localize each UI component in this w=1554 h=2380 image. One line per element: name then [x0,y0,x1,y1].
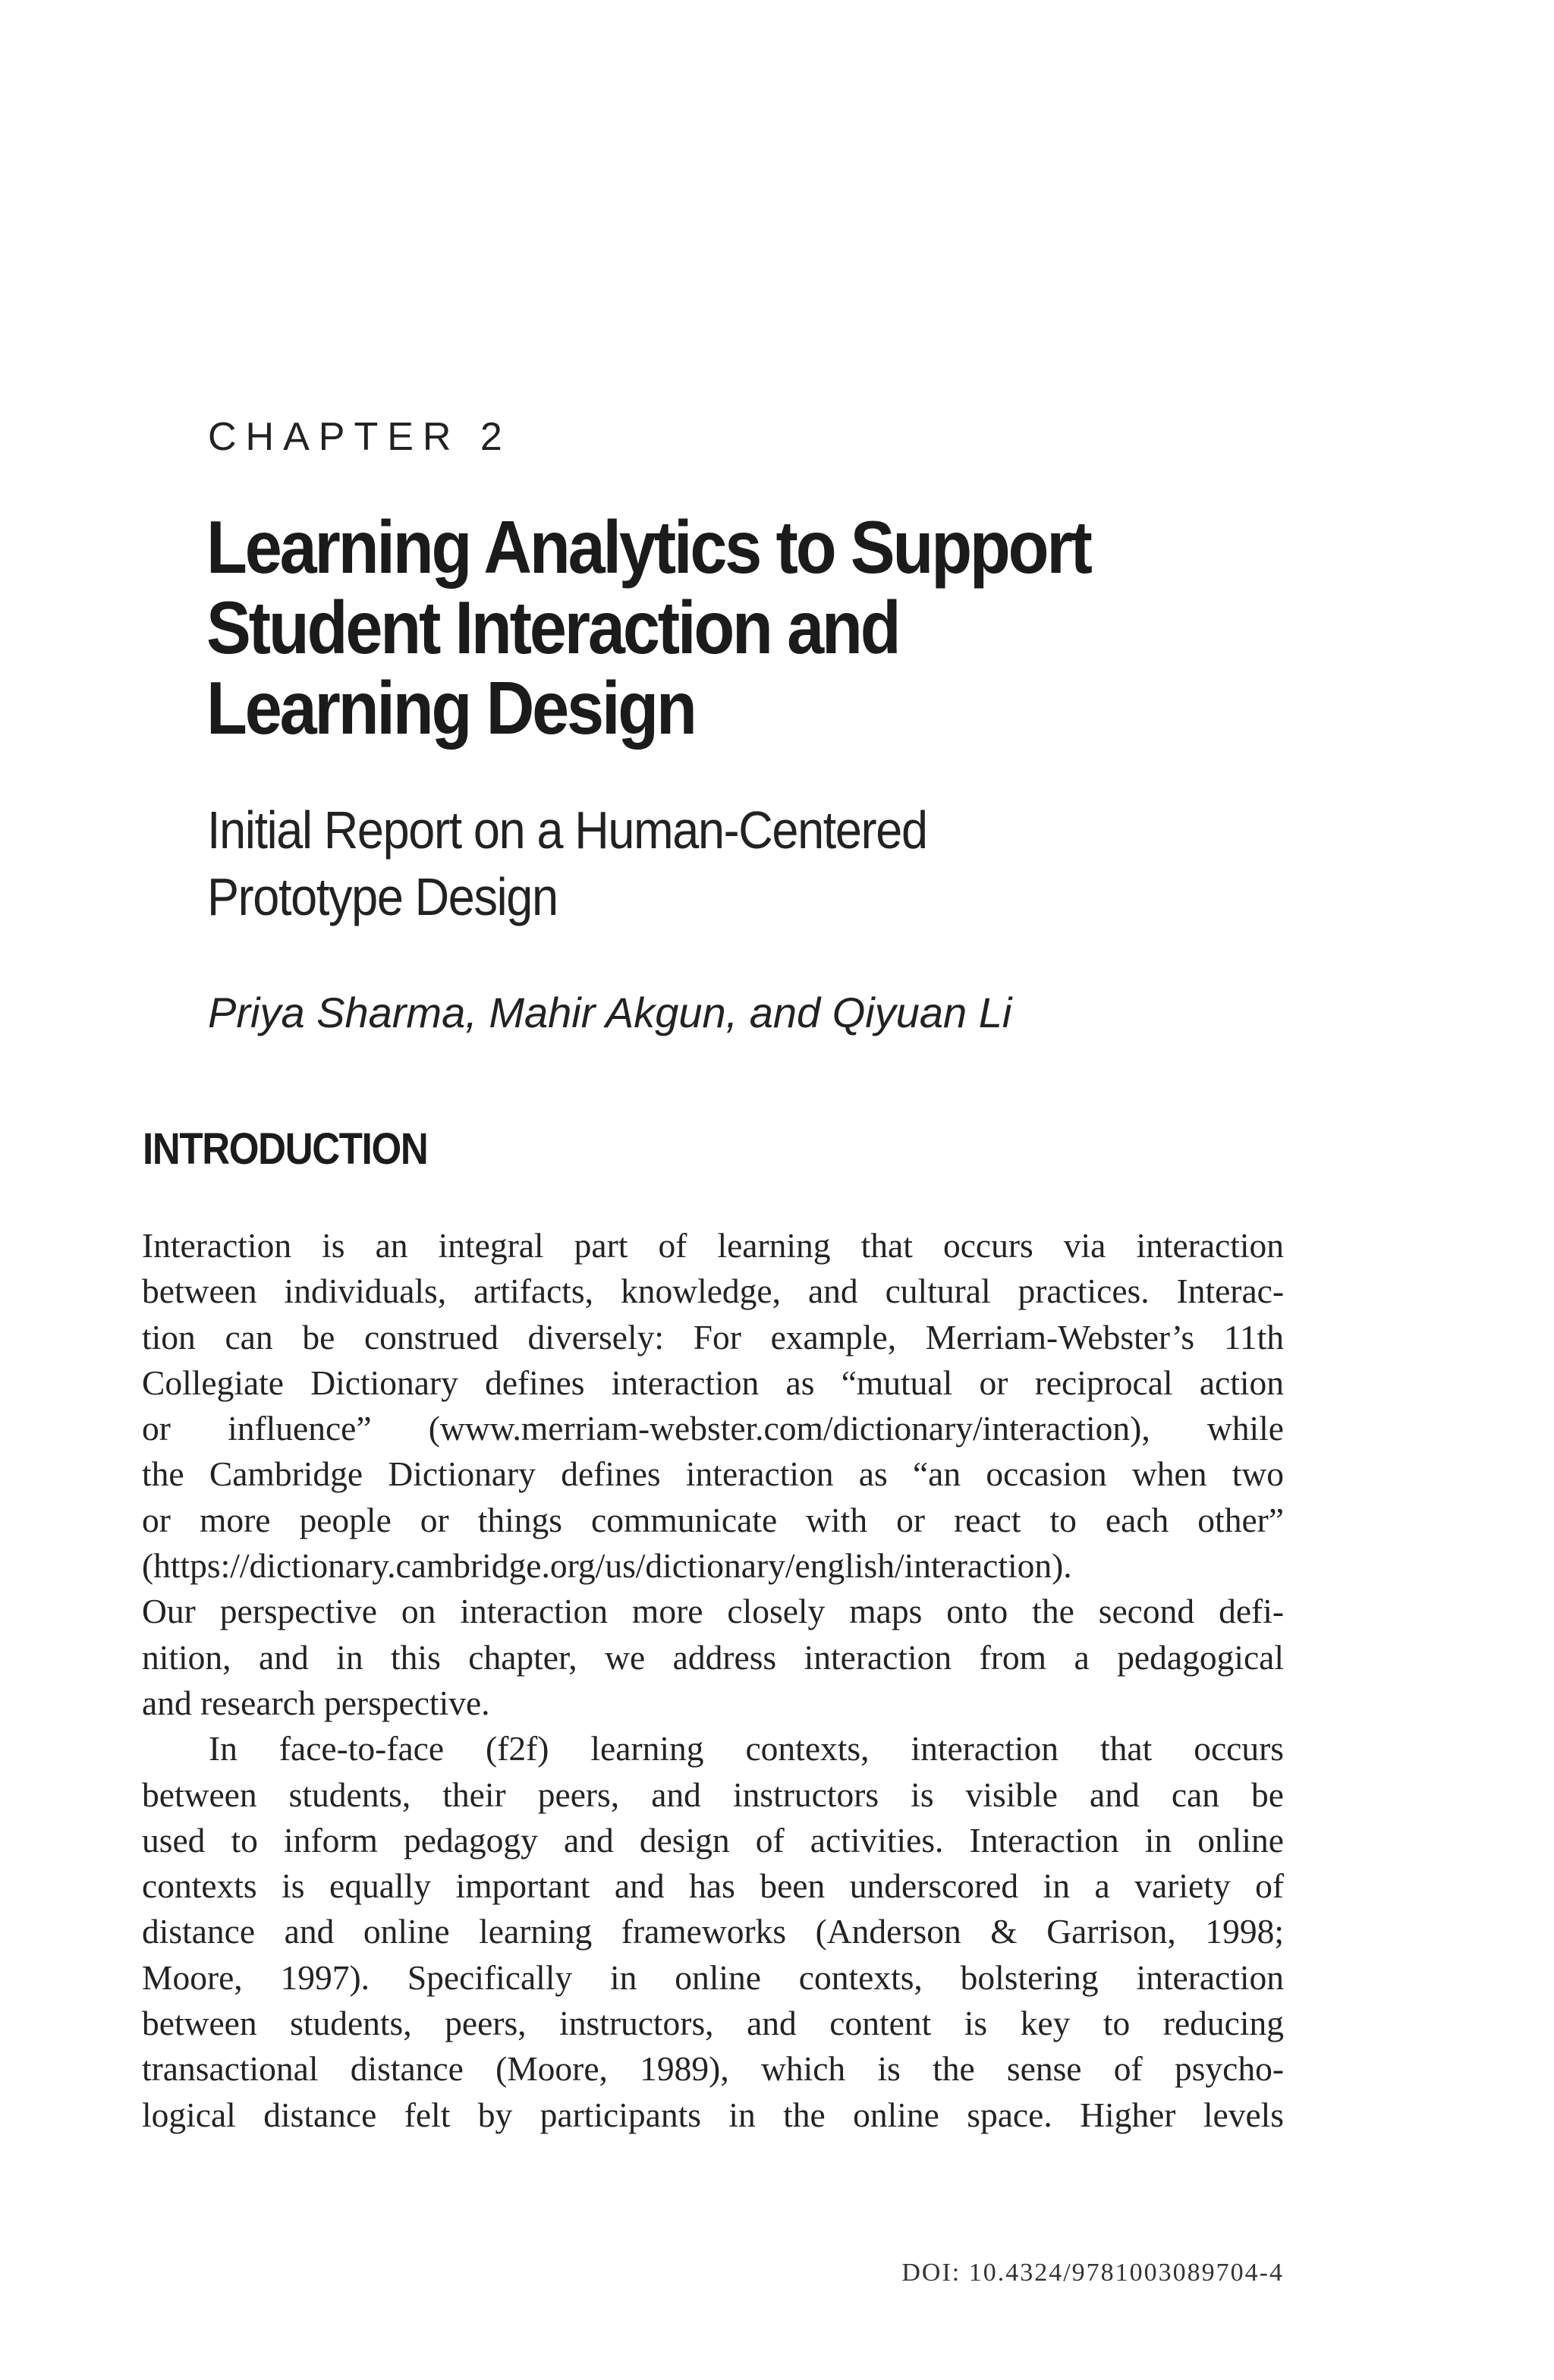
body-line: transactional distance (Moore, 1989), which is the sense of psycho- [142,2049,1284,2089]
body-line: (https://dictionary.cambridge.org/us/dictionary/english/interaction). [142,1546,1072,1586]
body-line: nition, and in this chapter, we address interaction from a pedagogical [142,1637,1284,1677]
body-line: between individuals, artifacts, knowledge, and cultural practices. Interac- [142,1272,1284,1311]
chapter-subtitle-line: Initial Report on a Human-Centered [207,800,927,860]
body-line: Moore, 1997). Specifically in online contexts, bolstering interaction [142,1957,1284,1997]
body-line: In face-to-face (f2f) learning contexts, interaction that occurs [209,1729,1284,1768]
body-line: tion can be construed diversely: For example, Merriam-Webster’s 11th [142,1317,1284,1357]
chapter-title-line: Learning Design [206,666,695,750]
body-line: or more people or things communicate with or react to each other” [142,1500,1284,1539]
doi-footer: DOI: 10.4324/9781003089704-4 [901,2259,1284,2287]
chapter-label: CHAPTER 2 [208,415,511,459]
body-line: distance and online learning frameworks (Anderson & Garrison, 1998; [142,1912,1284,1951]
body-line: Interaction is an integral part of learning that occurs via interaction [142,1226,1284,1265]
body-line: contexts is equally important and has been underscored in a variety of [142,1866,1284,1906]
body-line: and research perspective. [142,1683,490,1722]
chapter-subtitle [207,797,1232,930]
body-line: between students, peers, instructors, and content is key to reducing [142,2004,1284,2043]
body-line: between students, their peers, and instructors is visible and can be [142,1775,1284,1814]
body-line: logical distance felt by participants in the online space. Higher levels [142,2095,1284,2134]
body-line: used to inform pedagogy and design of activities. Interaction in online [142,1820,1284,1860]
body-line: Collegiate Dictionary defines interaction as “mutual or reciprocal action [142,1363,1284,1402]
chapter-title-line: Student Interaction and [206,586,899,669]
section-heading-introduction: INTRODUCTION [143,1124,428,1174]
authors: Priya Sharma, Mahir Akgun, and Qiyuan Li [208,989,1012,1036]
chapter-title [206,507,1272,748]
body-line: the Cambridge Dictionary defines interaction as “an occasion when two [142,1454,1284,1494]
body-text [142,1223,1284,2138]
chapter-subtitle-line: Prototype Design [207,867,558,926]
chapter-title-line: Learning Analytics to Support [206,505,1090,589]
body-line: or influence” (www.merriam-webster.com/dictionary/interaction), while [142,1409,1284,1448]
body-line: Our perspective on interaction more closely maps onto the second defi- [142,1592,1284,1631]
